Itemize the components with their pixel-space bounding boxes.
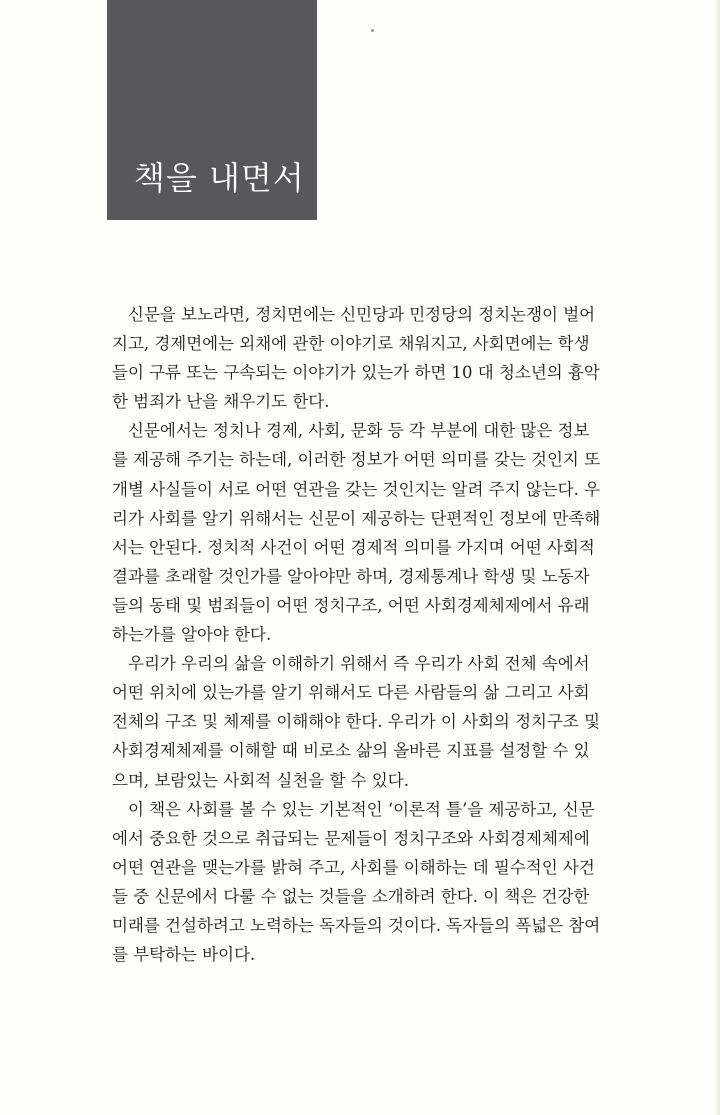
page-edge (714, 0, 720, 1115)
text-line: 우리가 우리의 삶을 이해하기 위해서 즉 우리가 사회 전체 속에서 (128, 654, 590, 674)
text-line: 신문을 보노라면, 정치면에는 신민당과 민정당의 정치논쟁이 벌어 (128, 305, 596, 324)
chapter-title: 책을 내면서 (134, 159, 305, 197)
text-line: 개별 사실들이 서로 어떤 연관을 갖는 것인지는 알려 주지 않는다. 우 (112, 479, 601, 499)
paragraph-4 (112, 795, 612, 970)
text-line: 지고, 경제면에는 외채에 관한 이야기로 채워지고, 사회면에는 학생 (112, 334, 590, 354)
title-block (107, 0, 317, 220)
text-line: 하는가를 알아야 한다. (112, 625, 272, 645)
text-line: 사회경제체제를 이해할 때 비로소 삶의 올바른 지표를 설정할 수 있 (112, 741, 590, 761)
body-text (112, 300, 612, 969)
paragraph-2 (112, 416, 612, 649)
text-line: 결과를 초래할 것인가를 알아야만 하며, 경제통계나 학생 및 노동자 (112, 566, 590, 586)
text-line: 신문에서는 정치나 경제, 사회, 문화 등 각 부분에 대한 많은 정보 (128, 421, 590, 441)
paragraph-3 (112, 649, 612, 794)
text-line: 들의 동태 및 범죄들이 어떤 정치구조, 어떤 사회경제체제에서 유래 (112, 595, 590, 615)
text-line: 전체의 구조 및 체제를 이해해야 한다. 우리가 이 사회의 정치구조 및 (112, 712, 601, 732)
text-line: 에서 중요한 것으로 취급되는 문제들이 정치구조와 사회경제체제에 (112, 828, 590, 848)
text-line: 리가 사회를 알기 위해서는 신문이 제공하는 단편적인 정보에 만족해 (112, 508, 601, 528)
text-line: 으며, 보람있는 사회적 실천을 할 수 있다. (112, 770, 409, 790)
text-line: 미래를 건설하려고 노력하는 독자들의 것이다. 독자들의 폭넓은 참여 (112, 915, 601, 935)
text-line: 어떤 연관을 맺는가를 밝혀 주고, 사회를 이해하는 데 필수적인 사건 (112, 857, 595, 877)
paragraph-1 (112, 300, 612, 416)
text-line: 이 책은 사회를 볼 수 있는 기본적인 ‘이론적 틀’을 제공하고, 신문 (128, 799, 595, 819)
text-line: 를 제공해 주기는 하는데, 이러한 정보가 어떤 의미를 갖는 것인지 또 (112, 450, 601, 470)
text-line: 들 중 신문에서 다룰 수 없는 것들을 소개하려 한다. 이 책은 건강한 (112, 886, 590, 906)
text-line: 서는 안된다. 정치적 사건이 어떤 경제적 의미를 가지며 어떤 사회적 (112, 537, 595, 557)
text-line: 를 부탁하는 바이다. (112, 945, 256, 965)
paper-speck (371, 29, 374, 32)
text-line: 들이 구류 또는 구속되는 이야기가 있는가 하면 10 대 청소년의 흉악 (112, 363, 600, 383)
text-line: 어떤 위치에 있는가를 알기 위해서도 다른 사람들의 삶 그리고 사회 (112, 683, 590, 703)
text-line: 한 범죄가 난을 채우기도 한다. (112, 392, 330, 412)
